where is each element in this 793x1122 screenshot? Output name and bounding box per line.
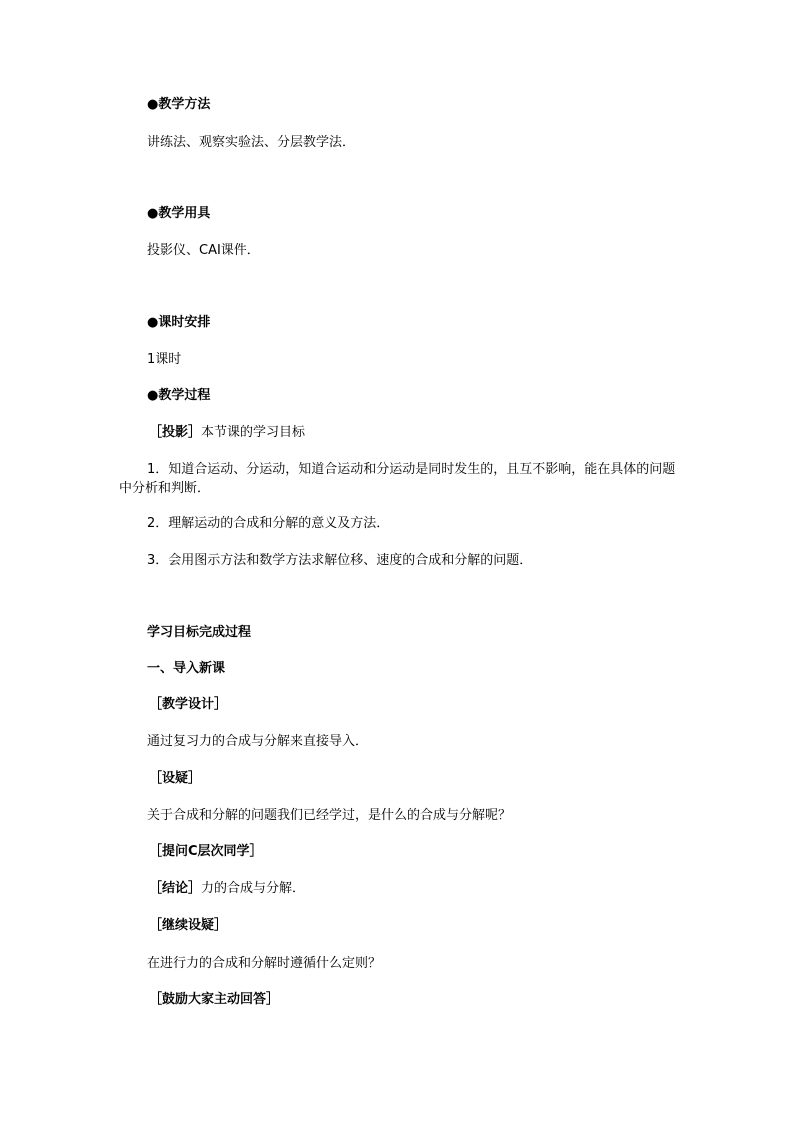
question-tag: ［设疑］ xyxy=(149,771,202,786)
conclusion-text: 力的合成与分解． xyxy=(201,881,306,896)
projection-tag: ［投影］ xyxy=(149,425,202,440)
design-text: 通过复习力的合成与分解来直接导入． xyxy=(147,734,369,749)
conclusion-line xyxy=(149,880,305,898)
part1-heading: 一、导入新课 xyxy=(147,661,226,676)
tools-heading: ●教学用具 xyxy=(147,206,211,221)
objective-item-2: 2．理解运动的合成和分解的意义及方法． xyxy=(147,516,390,531)
objective-item-3: 3．会用图示方法和数学方法求解位移、速度的合成和分解的问题． xyxy=(147,553,533,568)
projection-line xyxy=(149,424,305,442)
process-title: 学习目标完成过程 xyxy=(147,625,252,640)
tools-text: 投影仪、CAI课件． xyxy=(147,243,260,258)
method-text: 讲练法、观察实验法、分层教学法． xyxy=(147,135,356,150)
continue-tag: ［继续设疑］ xyxy=(149,918,228,933)
ask-tag: ［提问C层次同学］ xyxy=(149,844,263,859)
design-tag: ［教学设计］ xyxy=(149,697,228,712)
question-text: 关于合成和分解的问题我们已经学过，是什么的合成与分解呢？ xyxy=(147,808,512,823)
conclusion-tag: ［结论］ xyxy=(149,881,202,896)
projection-text: 本节课的学习目标 xyxy=(201,425,306,440)
schedule-text: 1课时 xyxy=(147,352,182,367)
schedule-heading: ●课时安排 xyxy=(147,315,211,330)
objective-item-1: 1．知道合运动、分运动，知道合运动和分运动是同时发生的，且互不影响，能在具体的问题中分析和判断． xyxy=(119,462,676,496)
encourage-tag: ［鼓励大家主动回答］ xyxy=(149,992,280,1007)
process-heading: ●教学过程 xyxy=(147,388,211,403)
method-heading: ●教学方法 xyxy=(147,97,211,112)
continue-text: 在进行力的合成和分解时遵循什么定则？ xyxy=(147,956,382,971)
